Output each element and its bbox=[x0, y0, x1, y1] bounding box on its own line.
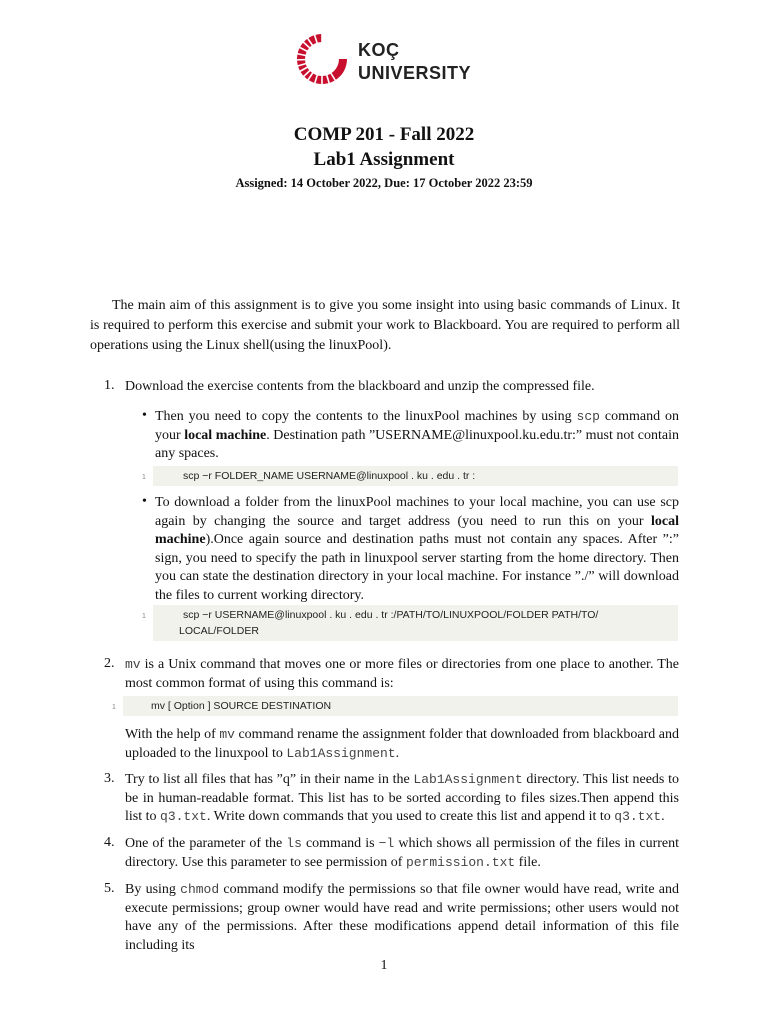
assignment-title: Lab1 Assignment bbox=[313, 149, 455, 170]
code-line: mv [ Option ] SOURCE DESTINATION bbox=[151, 700, 332, 712]
course-title: COMP 201 - Fall 2022 bbox=[293, 124, 475, 145]
item-5-text: By using chmod command modify the permissions so that file owner would have read, write and execute permissions; group owner would have read and write permissions; other users would not have any of the permissions. After these modifications append detail information of this file including its bbox=[125, 882, 679, 953]
code-line: scp −r FOLDER_NAME USERNAME@linuxpool . ku . edu . tr : bbox=[183, 470, 476, 482]
intro-paragraph: The main aim of this assignment is to give you some insight into using basic commands of Linux. It is required to perform this exercise and submit your work to Blackboard. You are required to perform all operations using the Linux shell(using the linuxPool). bbox=[90, 298, 680, 353]
item-1-text: Download the exercise contents from the blackboard and unzip the compressed file. bbox=[125, 379, 595, 394]
item-1-bullet-2-text: To download a folder from the linuxPool machines to your local machine, you can use scp again by changing the source and target address (you need to run this on your local machine).Once again source and destination paths must not contain any spaces. After ”:” sign, you need to specify the path in linuxpool server starting from the home directory. Then you can state the destination directory in your local machine. For instance ”./” will download the files to current working directory. bbox=[155, 495, 679, 603]
logo-text-koc: KOÇ bbox=[358, 40, 400, 60]
assigned-dates: Assigned: 14 October 2022, Due: 17 October 2022 23:59 bbox=[235, 176, 533, 190]
code-line: scp −r USERNAME@linuxpool . ku . edu . tr :/PATH/TO/LINUXPOOL/FOLDER PATH/TO/ bbox=[183, 609, 599, 621]
item-1-bullet-2: • bbox=[142, 494, 147, 509]
koc-emblem-icon bbox=[292, 30, 352, 88]
logo-text-university: UNIVERSITY bbox=[358, 63, 472, 83]
item-1-number: 1. bbox=[104, 378, 115, 393]
code-line-continued: LOCAL/FOLDER bbox=[179, 625, 259, 637]
document-title bbox=[0, 122, 768, 172]
item-2-text: mv is a Unix command that moves one or more files or directories from one place to another. The most common format of using this command is: bbox=[125, 657, 679, 691]
item-1-bullet-1-text: Then you need to copy the contents to the linuxPool machines by using scp command on your local machine. Destination path ”USERNAME@linuxpool.ku.edu.tr:” must not contain any spaces. bbox=[155, 409, 680, 461]
code-block-mv bbox=[112, 696, 678, 716]
line-number: 1 bbox=[142, 474, 146, 481]
item-5-number: 5. bbox=[104, 881, 115, 896]
item-2-number: 2. bbox=[104, 656, 115, 671]
code-block-scp-upload bbox=[142, 466, 678, 486]
line-number: 1 bbox=[142, 613, 146, 620]
item-1-bullet-1: • bbox=[142, 408, 147, 423]
koc-university-logo bbox=[292, 30, 482, 88]
page-number: 1 bbox=[380, 958, 388, 973]
item-3-text: Try to list all files that has ”q” in their name in the Lab1Assignment directory. This list needs to be in human-readable format. This list has to be sorted according to files sizes.Then append this list to q3.txt. Write down commands that you used to create this list and append it to q3.txt. bbox=[125, 772, 679, 824]
code-block-scp-download bbox=[142, 605, 678, 641]
item-3-number: 3. bbox=[104, 771, 115, 786]
item-2-rename-text: With the help of mv command rename the assignment folder that downloaded from blackboard and uploaded to the linuxpool to Lab1Assignment. bbox=[125, 727, 679, 761]
item-4-number: 4. bbox=[104, 835, 115, 850]
line-number: 1 bbox=[112, 704, 116, 711]
item-4-text: One of the parameter of the ls command is −l which shows all permission of the files in current directory. Use this parameter to see permission of permission.txt file. bbox=[125, 836, 679, 870]
